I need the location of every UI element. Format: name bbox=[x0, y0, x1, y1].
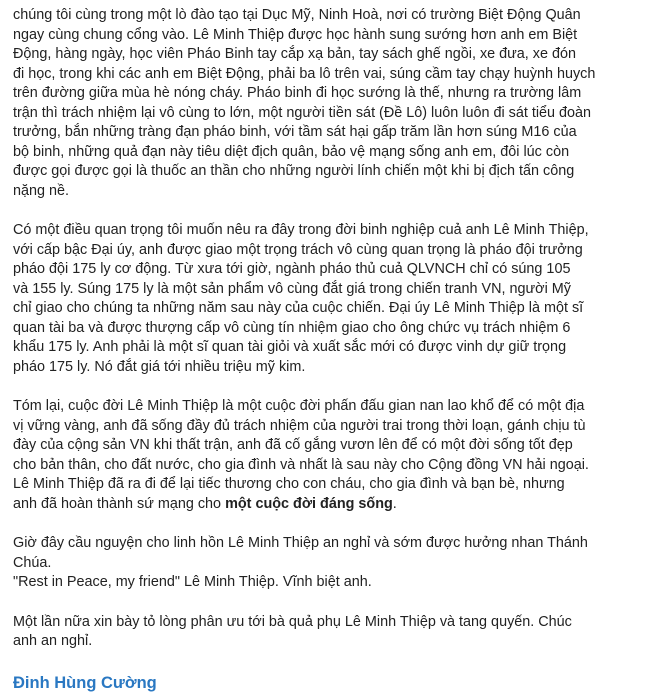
emphasis-text: một cuộc đời đáng sống bbox=[225, 495, 393, 512]
author-signature: Đinh Hùng Cường bbox=[13, 673, 157, 692]
text-line: Một lần nữa xin bày tỏ lòng phân ưu tới bà quả phụ Lê Minh Thiệp và tang quyến. Chúc bbox=[13, 613, 572, 630]
text-line: chúng tôi cùng trong một lò đào tạo tại Dục Mỹ, Ninh Hoà, nơi có trường Biệt Động Quân bbox=[13, 7, 581, 23]
text-line: đày của cộng sản VN khi thất trận, anh đã cố gắng vươn lên để có một đời sống tốt đẹp bbox=[13, 437, 573, 453]
text-line: Chúa. bbox=[13, 554, 52, 571]
text-line: Động, hàng ngày, học viên Pháo Binh tay cắp xạ bản, tay sách ghế ngồi, xe đưa, xe đón bbox=[13, 46, 576, 62]
text-line: chỉ giao cho chúng ta những năm sau này của cuộc chiến. Đại úy Lê Minh Thiệp là một sĩ bbox=[13, 300, 584, 316]
text-line: khẩu 175 ly. Anh phải là một sĩ quan tài giỏi và xuất sắc mới có được vinh dự giữ trọng bbox=[13, 339, 567, 355]
paragraph-5 bbox=[13, 613, 653, 652]
text-line: quan tài ba và được thượng cấp vô cùng tín nhiệm giao cho ông chức vụ trách nhiệm 6 bbox=[13, 319, 571, 336]
text-line: với cấp bậc Đại úy, anh được giao một trọng trách vô cùng quan trọng là pháo đội trưởng bbox=[13, 241, 583, 258]
text-line: anh an nghỉ. bbox=[13, 633, 93, 649]
text-line: trên đường giữa mùa hè nóng cháy. Pháo binh đi học sướng là thế, nhưng ra trường lâm bbox=[13, 85, 582, 101]
text-line: và 155 ly. Súng 175 ly là một sản phẩm vô cùng đắt giá trong chiến tranh VN, người Mỹ bbox=[13, 280, 571, 297]
text-line-final bbox=[13, 495, 653, 515]
text-line: được gọi được gọi là thuốc an thần cho những người lính chiến một khi bị địch tấn công bbox=[13, 163, 575, 179]
paragraph-2 bbox=[13, 221, 653, 377]
text-line: Tóm lại, cuộc đời Lê Minh Thiệp là một cuộc đời phấn đấu gian nan lao khổ để có một địa bbox=[13, 398, 585, 414]
paragraph-3 bbox=[13, 397, 653, 514]
text-line: ngay cùng chung cổng vào. Lê Minh Thiệp được học hành sung sướng hơn anh em Biệt bbox=[13, 26, 578, 43]
text-line: đi học, trong khi các anh em Biệt Động, phải ba lô trên vai, súng cầm tay chạy huỳnh huych bbox=[13, 65, 596, 82]
text-fragment: anh đã hoàn thành sứ mạng cho bbox=[13, 495, 226, 512]
text-line: Lê Minh Thiệp đã ra đi để lại tiếc thương cho con cháu, cho gia đình và bạn bè, nhưng bbox=[13, 476, 565, 492]
text-line: "Rest in Peace, my friend" Lê Minh Thiệp. Vĩnh biệt anh. bbox=[13, 574, 372, 590]
text-line: Có một điều quan trọng tôi muốn nêu ra đây trong đời binh nghiệp cuả anh Lê Minh Thiệp, bbox=[13, 222, 589, 238]
text-line: Giờ đây cầu nguyện cho linh hồn Lê Minh Thiệp an nghỉ và sớm được hưởng nhan Thánh bbox=[13, 535, 588, 551]
text-line: trưởng, bắn những tràng đạn pháo binh, với tầm sát hại gấp trăm lần hơn súng M16 của bbox=[13, 124, 577, 140]
text-line: nặng nề. bbox=[13, 182, 70, 199]
text-line: cho bản thân, cho đất nước, cho gia đình và nhất là sau này cho Cộng đồng VN hải ngoại. bbox=[13, 456, 589, 473]
text-line: vị vững vàng, anh đã sống đầy đủ trách nhiệm của người trai trong thời loạn, gánh chịu tù bbox=[13, 417, 586, 434]
article-body bbox=[13, 6, 653, 694]
text-line: bộ binh, những quả đạn này tiêu diệt địch quân, bảo vệ mạng sống anh em, đôi lúc còn bbox=[13, 143, 570, 160]
text-line: pháo đội 175 ly cơ động. Từ xưa tới giờ, ngành pháo thủ cuả QLVNCH chỉ có súng 105 bbox=[13, 261, 571, 277]
paragraph-1 bbox=[13, 6, 653, 201]
text-fragment: . bbox=[392, 495, 397, 512]
text-line: trận thì trách nhiệm lại vô cùng to lớn, một người tiền sát (Đề Lô) luôn luôn đi sát tiểu đoàn bbox=[13, 104, 592, 121]
paragraph-4 bbox=[13, 534, 653, 593]
text-line: pháo 175 ly. Nó đắt giá tới nhiều triệu mỹ kim. bbox=[13, 358, 306, 375]
